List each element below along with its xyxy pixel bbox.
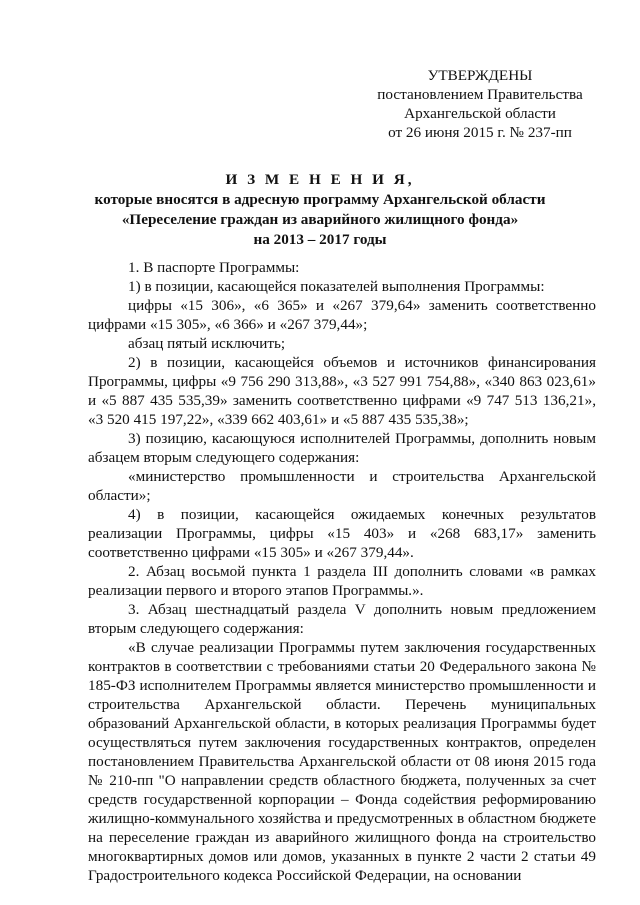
- document-body: [88, 258, 596, 885]
- paragraph: 2. Абзац восьмой пункта 1 раздела III дополнить словами «в рамках реализации первого и второго этапов Программы.».: [88, 563, 596, 599]
- approval-heading: УТВЕРЖДЕНЫ: [427, 67, 533, 84]
- paragraph: 4) в позиции, касающейся ожидаемых конечных результатов реализации Программы, цифры «15 403» и «268 683,17» заменить соответственно цифрами «15 305» и «267 379,44».: [88, 506, 596, 561]
- title-line: «Переселение граждан из аварийного жилищного фонда»: [121, 211, 519, 228]
- paragraph: абзац пятый исключить;: [128, 335, 286, 352]
- title-heading: И З М Е Н Е Н И Я,: [225, 171, 415, 188]
- approval-stamp: [360, 66, 600, 142]
- paragraph: «министерство промышленности и строительства Архангельской области»;: [88, 468, 596, 504]
- title-years: на 2013 – 2017 годы: [253, 231, 387, 248]
- approval-line: постановлением Правительства: [377, 86, 583, 103]
- title-line: которые вносятся в адресную программу Архангельской области: [94, 191, 546, 208]
- paragraph: 1) в позиции, касающейся показателей выполнения Программы:: [128, 278, 545, 295]
- approval-date: от 26 июня 2015 г. № 237-пп: [388, 124, 572, 141]
- paragraph: «В случае реализации Программы путем заключения государственных контрактов в соответствии с требованиями статьи 20 Федерального закона № 185-ФЗ исполнителем Программы является министерство промышленности и строительства Архангельской области. Перечень муниципальных образований Архангельской области, в которых реализация Программы будет осуществляться путем заключения государственных контрактов, определен постановлением Правительства Архангельской области от 08 июня 2015 года № 210-пп "О направлении средств областного бюджета, полученных за счет средств государственной корпорации – Фонда содействия реформированию жилищно-коммунального хозяйства и предусмотренных в областном бюджете на переселение граждан из аварийного жилищного фонда на строительство многоквартирных домов или домов, указанных в пункте 2 части 2 статьи 49 Градостроительного кодекса Российской Федерации, на основании: [88, 639, 596, 884]
- document-title: [60, 170, 580, 250]
- paragraph: 1. В паспорте Программы:: [128, 259, 300, 276]
- paragraph: 2) в позиции, касающейся объемов и источников финансирования Программы, цифры «9 756 290 313,88», «3 527 991 754,88», «340 863 023,61» и «5 887 435 535,39» заменить соответственно цифрами «9 747 513 136,21», «3 520 415 197,22», «339 662 403,61» и «5 887 435 535,38»;: [88, 354, 596, 428]
- paragraph: 3. Абзац шестнадцатый раздела V дополнить новым предложением вторым следующего содержания:: [88, 601, 596, 637]
- paragraph: 3) позицию, касающуюся исполнителей Программы, дополнить новым абзацем вторым следующего содержания:: [88, 430, 596, 466]
- approval-line: Архангельской области: [404, 105, 556, 122]
- paragraph: цифры «15 306», «6 365» и «267 379,64» заменить соответственно цифрами «15 305», «6 366» и «267 379,44»;: [88, 297, 596, 333]
